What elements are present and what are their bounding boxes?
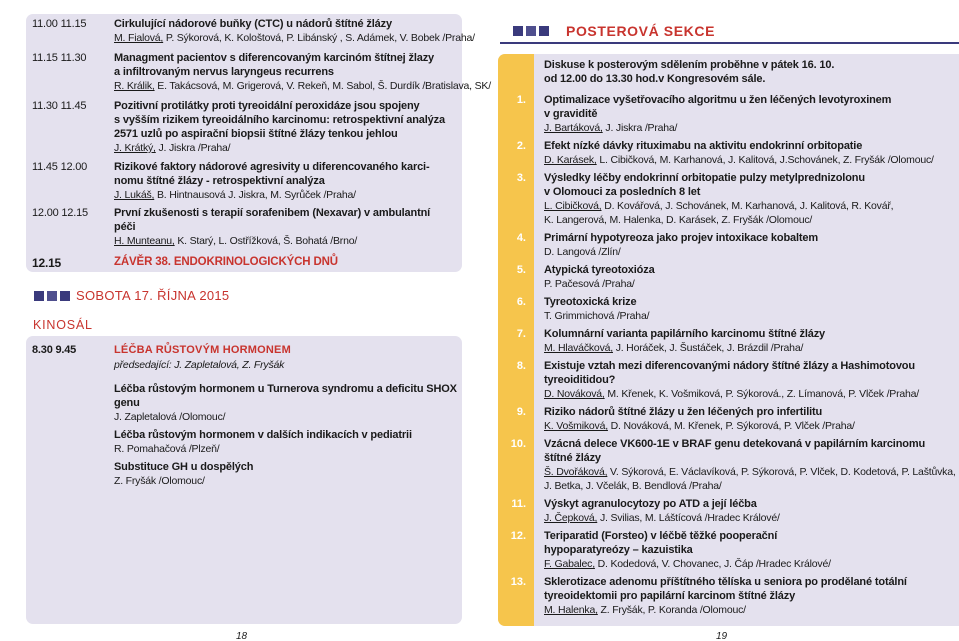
talk-title: Léčba růstovým hormonem u Turnerova syndromu a deficitu SHOX [114, 383, 457, 395]
closing-time: 12.15 [32, 256, 62, 270]
entry-time: 11.00 11.15 [32, 18, 87, 30]
co-authors: P. Sýkorová, K. Kološtová, P. Libánský , S. Adámek, V. Bobek /Praha/ [163, 32, 475, 44]
co-authors: J. Jiskra /Praha/ [155, 142, 231, 154]
poster-number: 7. [516, 328, 526, 340]
session-time: 8.30 9.45 [32, 344, 77, 356]
talk-title: Léčba růstovým hormonem v dalších indikacích v pediatrii [114, 429, 412, 441]
section-underline [500, 42, 959, 44]
bullet-square-icon [526, 26, 536, 36]
presenting-author: J. Čepková, [544, 512, 598, 524]
co-authors: M. Křenek, K. Vošmiková, P. Sýkorová., Z. Límanová, P. Vlček /Praha/ [604, 388, 920, 400]
poster-title: v Olomouci za posledních 8 let [544, 186, 701, 198]
co-authors: J. Horáček, J. Šustáček, J. Brázdil /Praha/ [612, 342, 804, 354]
poster-title: Riziko nádorů štítné žlázy u žen léčených pro infertilitu [544, 406, 823, 418]
entry-title: Managment pacientov s diferencovaným karcinóm štítnej žlazy [114, 52, 435, 64]
entry-title: Pozitivní protilátky proti tyreoidální peroxidáze jsou spojeny [114, 100, 420, 112]
poster-authors [544, 512, 780, 524]
poster-authors [544, 342, 803, 354]
entry-title: péči [114, 221, 136, 233]
co-authors: Z. Fryšák, P. Koranda /Olomouc/ [597, 604, 746, 616]
co-authors: B. Hintnausová J. Jiskra, M. Syrůček /Praha/ [154, 189, 356, 201]
co-authors: D. Kodedová, V. Chovanec, J. Čáp /Hradec Králové/ [594, 558, 831, 570]
poster-title: Primární hypotyreoza jako projev intoxikace kobaltem [544, 232, 819, 244]
poster-title: Výsledky léčby endokrinní orbitopatie pulzy metylprednizolonu [544, 172, 865, 184]
presenting-author: M. Hlaváčková, [544, 342, 613, 354]
entry-title: Rizikové faktory nádorové agresivity u diferencovaného karci- [114, 161, 430, 173]
presenting-author: M. Halenka, [544, 604, 598, 616]
presenting-author: F. Gabalec, [544, 558, 595, 570]
entry-title: Cirkulující nádorové buňky (CTC) u nádorů štítné žlázy [114, 18, 392, 30]
poster-number: 11. [511, 498, 526, 510]
entry-title: s vyšším rizikem tyreoidálního karcinomu: retrospektivní analýza [114, 114, 445, 126]
poster-title: tyreoidektomii pro papilární karcinom štítné žlázy [544, 590, 796, 602]
presenting-author: M. Fialová, [114, 32, 164, 44]
section-title: POSTEROVÁ SEKCE [566, 23, 716, 39]
intro-text: Diskuse k posterovým sdělením proběhne v pátek 16. 10. [544, 59, 835, 71]
entry-time: 12.00 12.15 [32, 207, 88, 219]
poster-title: Vzácná delece VK600-1E v BRAF genu detekovaná v papilárním karcinomu [544, 438, 926, 450]
talk-title: Substituce GH u dospělých [114, 461, 254, 473]
presenting-author: D. Nováková, [544, 388, 605, 400]
day-heading: SOBOTA 17. ŘÍJNA 2015 [76, 288, 230, 303]
entry-title: 2571 uzlů po aspirační biopsii štítné žlázy tenkou jehlou [114, 128, 398, 140]
poster-authors [544, 466, 956, 478]
poster-number: 12. [510, 530, 526, 542]
poster-title: hypoparatyreózy – kazuistika [544, 544, 693, 556]
entry-authors [114, 80, 491, 92]
program-panel-top [26, 14, 491, 272]
talk-author: R. Pomahačová /Plzeň/ [114, 443, 220, 455]
poster-authors [544, 388, 919, 400]
closing-label: ZÁVĚR 38. ENDOKRINOLOGICKÝCH DNŮ [114, 256, 338, 268]
session-chairs: předsedající: J. Zapletalová, Z. Fryšák [114, 359, 285, 371]
bullet-square-icon [34, 291, 44, 301]
poster-number: 1. [516, 94, 526, 106]
poster-title: Existuje vztah mezi diferencovanými nádory štítné žlázy a Hashimotovou [544, 360, 915, 372]
room-heading: KINOSÁL [33, 318, 93, 332]
co-authors: L. Cibičková, M. Karhanová, J. Kalitová, J.Schovánek, Z. Fryšák /Olomouc/ [596, 154, 934, 166]
co-authors: V. Sýkorová, E. Václavíková, P. Sýkorová, P. Vlček, D. Kodetová, P. Laštůvka, [607, 466, 956, 478]
page-number-left: 18 [236, 631, 248, 641]
poster-authors: J. Betka, J. Včelák, B. Bendlová /Praha/ [544, 480, 722, 492]
poster-number: 8. [516, 360, 526, 372]
poster-number: 10. [510, 438, 526, 450]
page-number-right: 19 [716, 631, 728, 641]
talk-author: Z. Fryšák /Olomouc/ [114, 475, 205, 487]
poster-title: v graviditě [544, 108, 598, 120]
poster-authors: K. Langerová, M. Halenka, D. Karásek, Z. Fryšák /Olomouc/ [544, 214, 813, 226]
poster-title: Tyreotoxická krize [544, 296, 637, 308]
poster-number: 13. [510, 576, 526, 588]
poster-title: Teriparatid (Forsteo) v léčbě těžké pooperační [544, 530, 778, 542]
entry-authors [114, 189, 356, 201]
presenting-author: K. Vošmiková, [544, 420, 608, 432]
presenting-author: Š. Dvořáková, [544, 466, 608, 478]
bullet-square-icon [539, 26, 549, 36]
poster-number: 3. [516, 172, 526, 184]
program-panel-bottom [26, 336, 462, 624]
entry-time: 11.30 11.45 [32, 100, 87, 112]
entry-title: a infiltrovaným nervus laryngeus recurrens [114, 66, 334, 78]
co-authors: E. Takácsová, M. Grigerová, V. Rekeň, M. Sabol, Š. Durdík /Bratislava, SK/ [154, 80, 491, 92]
poster-title: Optimalizace vyšetřovacího algoritmu u žen léčených levotyroxinem [544, 94, 892, 106]
poster-authors: D. Langová /Zlín/ [544, 246, 621, 258]
co-authors: J. Jiskra /Praha/ [602, 122, 678, 134]
poster-authors [544, 420, 855, 432]
poster-authors [544, 154, 934, 166]
entry-time: 11.45 12.00 [32, 161, 88, 173]
poster-panel [498, 54, 959, 626]
entry-authors [114, 142, 230, 154]
intro-text: od 12.00 do 13.30 hod.v Kongresovém sále. [544, 73, 766, 85]
presenting-author: J. Krátký, [114, 142, 156, 154]
entry-authors [114, 235, 357, 247]
poster-authors [544, 604, 746, 616]
poster-title: Kolumnární varianta papilárního karcinomu štítné žlázy [544, 328, 826, 340]
entry-time: 11.15 11.30 [32, 52, 87, 64]
entry-authors [114, 32, 475, 44]
co-authors: J. Svilias, M. Láštícová /Hradec Králové/ [597, 512, 780, 524]
poster-number: 4. [516, 232, 526, 244]
bullet-square-icon [60, 291, 70, 301]
poster-authors: P. Pačesová /Praha/ [544, 278, 635, 290]
poster-authors [544, 558, 831, 570]
presenting-author: D. Karásek, [544, 154, 597, 166]
poster-number: 6. [516, 296, 526, 308]
presenting-author: J. Lukáš, [114, 189, 155, 201]
co-authors: K. Starý, L. Ostřížková, Š. Bohatá /Brno/ [174, 235, 358, 247]
poster-authors: T. Grimmichová /Praha/ [544, 310, 650, 322]
presenting-author: J. Bartáková, [544, 122, 603, 134]
talk-title: genu [114, 397, 140, 409]
poster-authors [544, 200, 893, 212]
session-title: LÉČBA RŮSTOVÝM HORMONEM [114, 344, 291, 356]
poster-title: Efekt nízké dávky rituximabu na aktivitu endokrinní orbitopatie [544, 140, 863, 152]
entry-title: nomu štítné žlázy - retrospektivní analýza [114, 175, 325, 187]
poster-number: 2. [516, 140, 526, 152]
poster-title: Výskyt agranulocytozy po ATD a její léčba [544, 498, 757, 510]
poster-title: tyreoiditidou? [544, 374, 616, 386]
entry-title: První zkušenosti s terapií sorafenibem (Nexavar) v ambulantní [114, 207, 431, 219]
poster-title: Sklerotizace adenomu příštítného tělíska u seniora po prodělané totální [544, 576, 907, 588]
presenting-author: L. Cibičková, [544, 200, 602, 212]
co-authors: D. Nováková, M. Křenek, P. Sýkorová, P. Vlček /Praha/ [607, 420, 855, 432]
poster-authors [544, 122, 677, 134]
presenting-author: R. Králik, [114, 80, 155, 92]
co-authors: D. Kovářová, J. Schovánek, M. Karhanová, J. Kalitová, R. Kovář, [601, 200, 894, 212]
poster-title: štítné žlázy [544, 452, 601, 464]
poster-number: 5. [516, 264, 526, 276]
poster-title: Atypická tyreotoxióza [544, 264, 655, 276]
talk-author: J. Zapletalová /Olomouc/ [114, 411, 226, 423]
poster-number: 9. [516, 406, 526, 418]
bullet-square-icon [47, 291, 57, 301]
presenting-author: H. Munteanu, [114, 235, 175, 247]
bullet-square-icon [513, 26, 523, 36]
